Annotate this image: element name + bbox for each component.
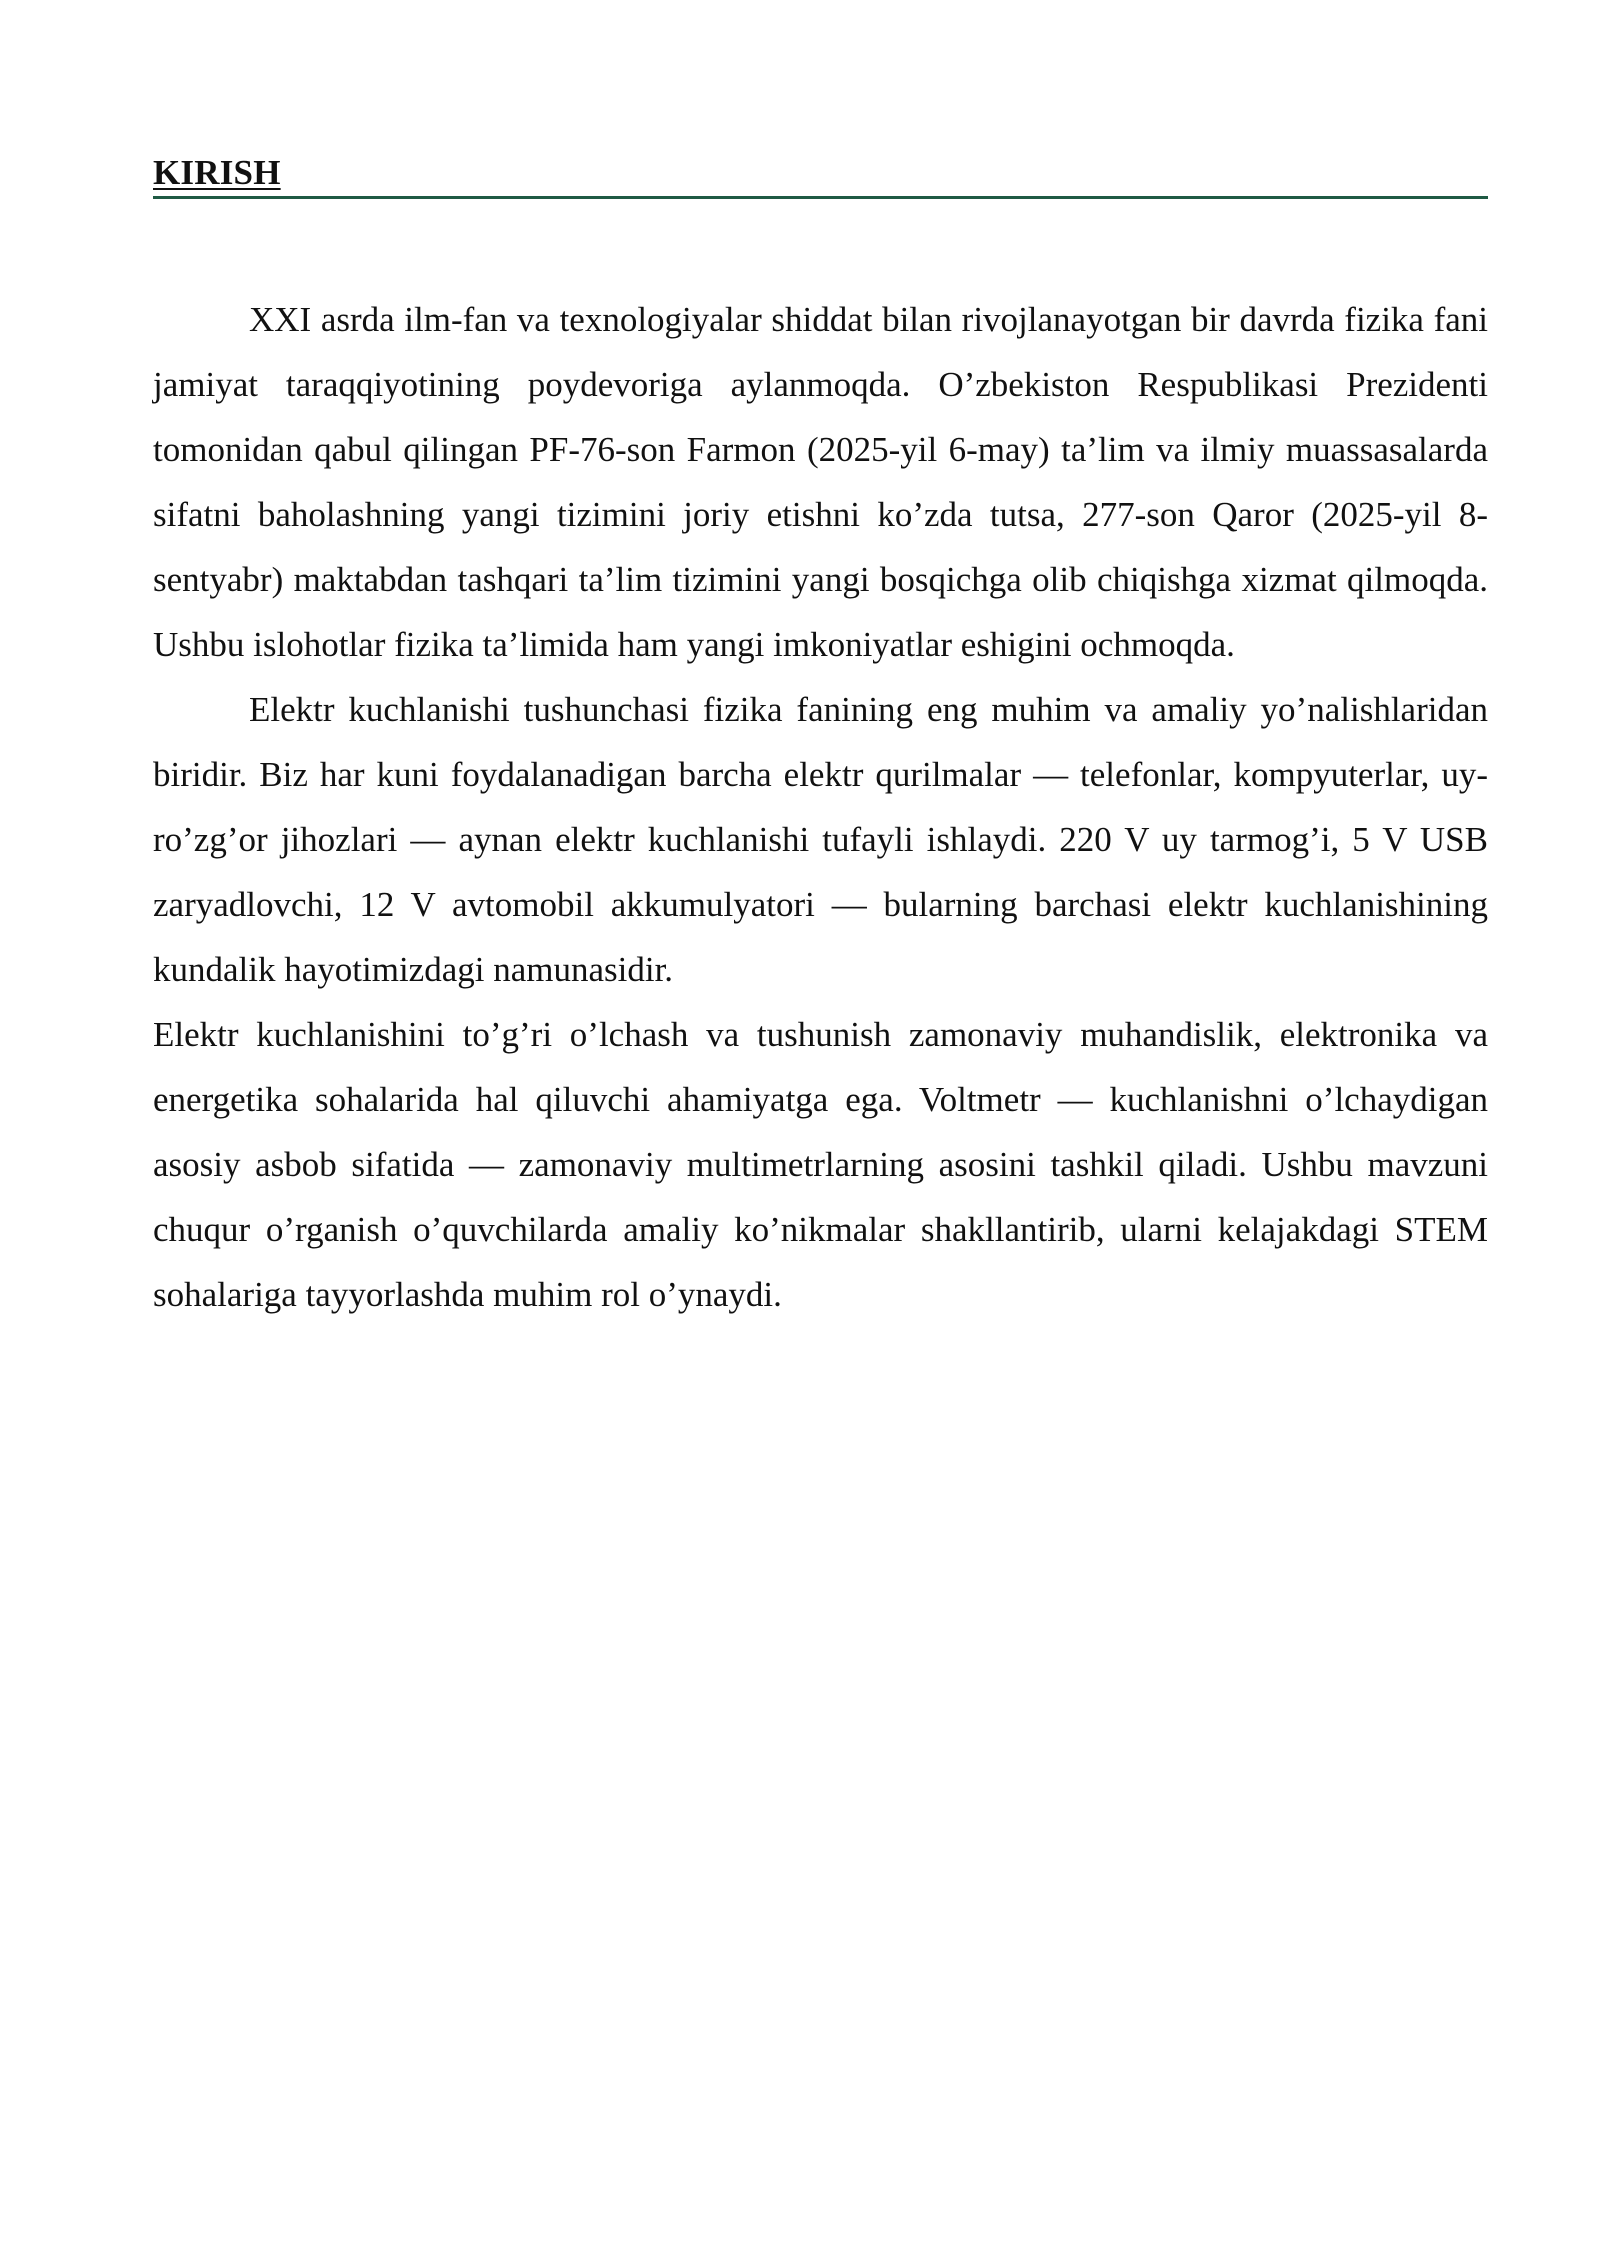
document-body (153, 287, 1488, 1327)
document-page (153, 0, 1488, 1327)
paragraph-measurement: Elektr kuchlanishini to’g’ri o’lchash va tushunish zamonaviy muhandislik, elektronika va energetika sohalarida hal qiluvchi ahamiyatga ega. Voltmetr — kuchlanishni o’lchaydigan asosiy asbob sifatida — zamonaviy multimetrlarning asosini tashkil qiladi. Ushbu mavzuni chuqur o’rganish o’quvchilarda amaliy ko’nikmalar shakllantirib, ularni kelajakdagi STEM sohalariga tayyorlashda muhim rol o’ynaydi. (153, 1015, 1488, 1314)
heading-rule (153, 196, 1488, 199)
section-heading: KIRISH (153, 153, 281, 192)
paragraph-voltage-concept: Elektr kuchlanishi tushunchasi fizika fanining eng muhim va amaliy yo’nalishlaridan biridir. Biz har kuni foydalanadigan barcha elektr qurilmalar — telefonlar, kompyuterlar, uy-ro’zg’or jihozlari — aynan elektr kuchlanishi tufayli ishlaydi. 220 V uy tarmog’i, 5 V USB zaryadlovchi, 12 V avtomobil akkumulyatori — bularning barchasi elektr kuchlanishining kundalik hayotimizdagi namunasidir. (153, 690, 1488, 989)
paragraph-intro: XXI asrda ilm-fan va texnologiyalar shiddat bilan rivojlanayotgan bir davrda fizika fani jamiyat taraqqiyotining poydevoriga aylanmoqda. O’zbekiston Respublikasi Prezidenti tomonidan qabul qilingan PF-76-son Farmon (2025-yil 6-may) ta’lim va ilmiy muassasalarda sifatni baholashning yangi tizimini joriy etishni ko’zda tutsa, 277-son Qaror (2025-yil 8-sentyabr) maktabdan tashqari ta’lim tizimini yangi bosqichga olib chiqishga xizmat qilmoqda. Ushbu islohotlar fizika ta’limida ham yangi imkoniyatlar eshigini ochmoqda. (153, 300, 1488, 664)
